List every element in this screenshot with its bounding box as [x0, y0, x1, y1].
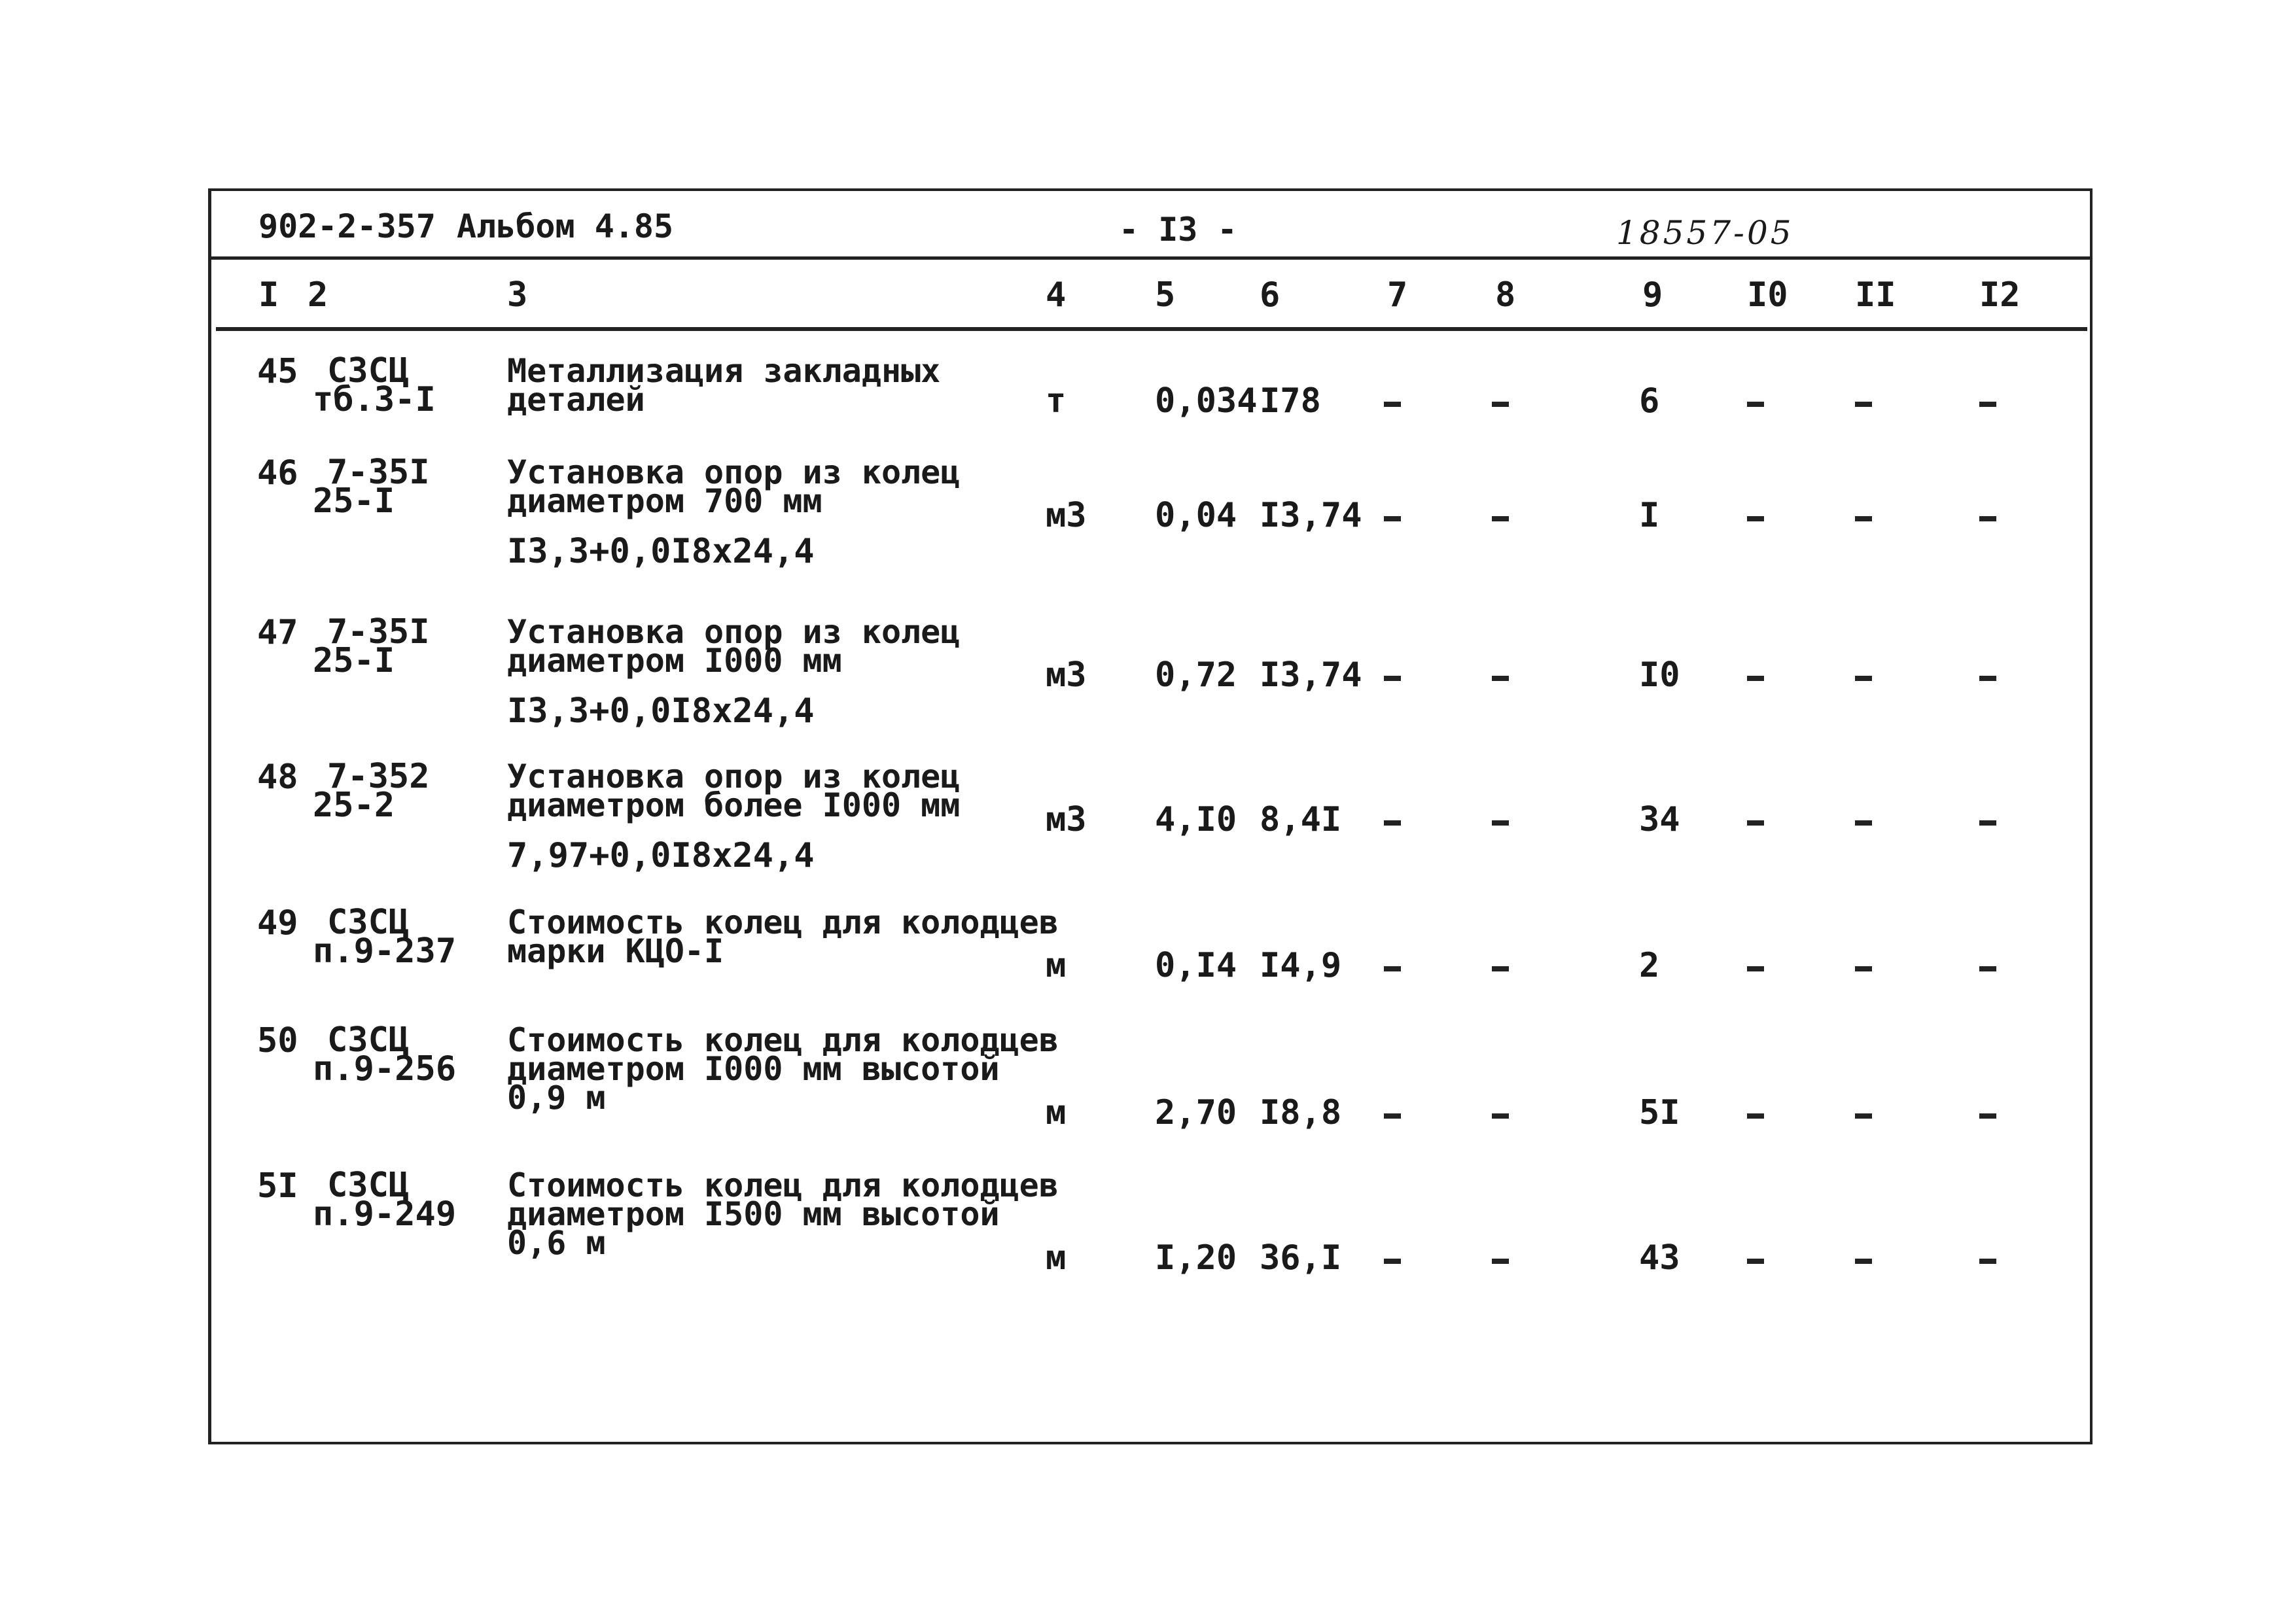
row-description-line: Установка опор из колец	[507, 758, 961, 795]
row-quantity: 0,04	[1155, 496, 1237, 535]
row-c11-dash	[1855, 1259, 1872, 1264]
row-code-line: п.9-237	[313, 932, 457, 971]
row-c7-dash	[1384, 966, 1401, 971]
row-number: 46	[257, 453, 298, 493]
row-c10-dash	[1747, 1113, 1764, 1119]
row-description-line: диаметром I500 мм высотой	[507, 1195, 1000, 1233]
row-col9: 34	[1639, 800, 1680, 839]
row-code-line: 7-35I	[327, 453, 430, 492]
row-unit: м	[1046, 946, 1067, 985]
row-unit: т	[1046, 381, 1067, 421]
row-quantity: I,20	[1155, 1238, 1237, 1278]
row-c8-dash	[1492, 402, 1509, 407]
row-c11-dash	[1855, 1113, 1872, 1119]
column-header-6: 6	[1260, 275, 1280, 315]
row-price: I8,8	[1260, 1093, 1342, 1132]
row-description-line: деталей	[507, 381, 645, 419]
row-description-line: диаметром 700 мм	[507, 482, 822, 520]
column-header-9: 9	[1642, 275, 1663, 315]
row-unit: м	[1046, 1238, 1067, 1278]
column-header-7: 7	[1387, 275, 1408, 315]
row-number: 49	[257, 903, 298, 943]
column-header-10: I0	[1747, 275, 1788, 315]
row-c10-dash	[1747, 516, 1764, 521]
page-number: - I3 -	[1119, 211, 1237, 249]
row-number: 50	[257, 1021, 298, 1060]
row-c8-dash	[1492, 966, 1509, 971]
row-formula: 7,97+0,0I8x24,4	[507, 836, 815, 875]
row-c8-dash	[1492, 516, 1509, 521]
row-c11-dash	[1855, 402, 1872, 407]
row-number: 45	[257, 352, 298, 391]
column-header-3: 3	[507, 275, 528, 315]
row-c12-dash	[1979, 1259, 1996, 1264]
row-description-line: Стоимость колец для колодцев	[507, 1166, 1059, 1204]
row-description-line: Стоимость колец для колодцев	[507, 903, 1059, 941]
row-c12-dash	[1979, 966, 1996, 971]
album-label: Альбом 4.85	[457, 207, 674, 245]
row-c8-dash	[1492, 1113, 1509, 1119]
row-code-line: СЗСЦ	[327, 903, 410, 942]
row-col9: I	[1639, 496, 1660, 535]
row-quantity: 2,70	[1155, 1093, 1237, 1132]
row-code-line: 25-I	[313, 641, 395, 680]
row-description-line: 0,6 м	[507, 1224, 606, 1262]
row-c12-dash	[1979, 676, 1996, 681]
inventory-number: 18557-05	[1616, 214, 1794, 252]
row-col9: 5I	[1639, 1093, 1680, 1132]
document-code: 902-2-357	[258, 207, 436, 245]
row-c7-dash	[1384, 676, 1401, 681]
column-header-2: 2	[308, 275, 328, 315]
row-number: 5I	[257, 1166, 298, 1206]
row-description-line: диаметром более I000 мм	[507, 786, 961, 824]
row-c12-dash	[1979, 820, 1996, 826]
row-c11-dash	[1855, 676, 1872, 681]
row-c7-dash	[1384, 402, 1401, 407]
row-unit: м	[1046, 1093, 1067, 1132]
row-quantity: 0,034	[1155, 381, 1258, 421]
row-price: 36,I	[1260, 1238, 1342, 1278]
row-c7-dash	[1384, 820, 1401, 826]
row-c12-dash	[1979, 516, 1996, 521]
row-c8-dash	[1492, 676, 1509, 681]
row-c11-dash	[1855, 966, 1872, 971]
row-c12-dash	[1979, 402, 1996, 407]
row-unit: м3	[1046, 496, 1087, 535]
row-code-line: тб.3-I	[313, 380, 436, 419]
row-number: 47	[257, 613, 298, 652]
row-price: 8,4I	[1260, 800, 1342, 839]
row-c7-dash	[1384, 516, 1401, 521]
row-c8-dash	[1492, 820, 1509, 826]
row-price: I3,74	[1260, 496, 1362, 535]
row-col9: 43	[1639, 1238, 1680, 1278]
row-code-line: 7-352	[327, 757, 430, 796]
row-quantity: 0,I4	[1155, 946, 1237, 985]
row-c11-dash	[1855, 820, 1872, 826]
row-description-line: марки КЦО-I	[507, 932, 724, 970]
row-code-line: СЗСЦ	[327, 1166, 410, 1205]
row-number: 48	[257, 758, 298, 797]
row-quantity: 4,I0	[1155, 800, 1237, 839]
row-c10-dash	[1747, 1259, 1764, 1264]
row-c10-dash	[1747, 402, 1764, 407]
row-description-line: диаметром I000 мм высотой	[507, 1050, 1000, 1088]
row-description-line: Установка опор из колец	[507, 453, 961, 491]
row-code-line: п.9-249	[313, 1195, 457, 1234]
header-divider	[208, 256, 2093, 260]
row-col9: 6	[1639, 381, 1660, 421]
row-unit: м3	[1046, 655, 1087, 695]
row-code-line: 25-2	[313, 786, 395, 825]
row-col9: I0	[1639, 655, 1680, 695]
row-c7-dash	[1384, 1113, 1401, 1119]
row-c10-dash	[1747, 676, 1764, 681]
row-formula: I3,3+0,0I8x24,4	[507, 532, 815, 571]
row-price: I3,74	[1260, 655, 1362, 695]
column-header-8: 8	[1495, 275, 1516, 315]
column-header-1: I	[258, 275, 279, 315]
row-description-line: 0,9 м	[507, 1079, 606, 1117]
row-col9: 2	[1639, 946, 1660, 985]
table-frame	[208, 188, 2093, 1444]
row-formula: I3,3+0,0I8x24,4	[507, 691, 815, 731]
row-c7-dash	[1384, 1259, 1401, 1264]
row-c8-dash	[1492, 1259, 1509, 1264]
row-code-line: СЗСЦ	[327, 351, 410, 391]
row-code-line: п.9-256	[313, 1049, 457, 1089]
row-price: I78	[1260, 381, 1321, 421]
row-c12-dash	[1979, 1113, 1996, 1119]
row-description-line: Металлизация закладных	[507, 352, 941, 390]
row-c11-dash	[1855, 516, 1872, 521]
row-unit: м3	[1046, 800, 1087, 839]
column-header-11: II	[1855, 275, 1896, 315]
row-price: I4,9	[1260, 946, 1342, 985]
row-code-line: СЗСЦ	[327, 1021, 410, 1060]
row-description-line: Стоимость колец для колодцев	[507, 1021, 1059, 1059]
column-header-12: I2	[1979, 275, 2021, 315]
row-description-line: Установка опор из колец	[507, 613, 961, 651]
row-c10-dash	[1747, 966, 1764, 971]
row-description-line: диаметром I000 мм	[507, 642, 842, 680]
column-header-4: 4	[1046, 275, 1067, 315]
row-code-line: 7-35I	[327, 612, 430, 652]
column-header-divider	[216, 327, 2087, 331]
row-code-line: 25-I	[313, 481, 395, 521]
column-header-5: 5	[1155, 275, 1176, 315]
row-quantity: 0,72	[1155, 655, 1237, 695]
row-c10-dash	[1747, 820, 1764, 826]
